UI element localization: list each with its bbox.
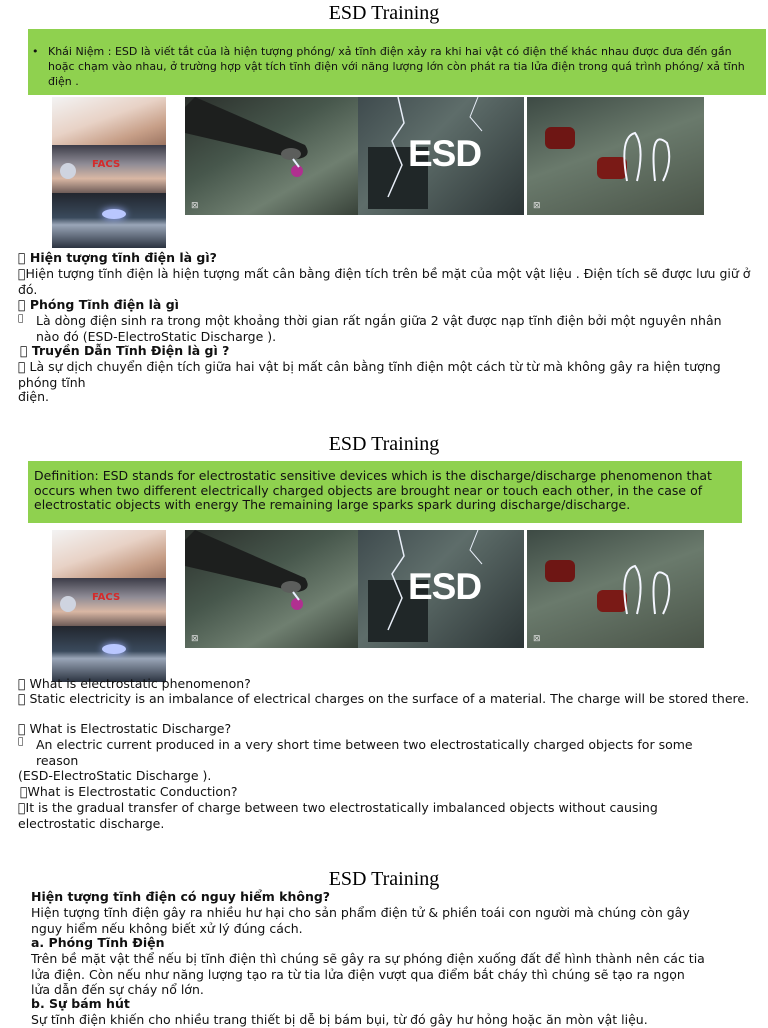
s2-answer-1: 􀂃 Static electricity is an imbalance of electrical charges on the surface of a material. The charge will be stored there.: [18, 691, 750, 706]
s2-bullet-symbol: 􀂃: [18, 737, 24, 747]
esd-logo-text: ESD: [408, 133, 482, 174]
s3-subheading-a: a. Phóng Tĩnh Điện: [31, 935, 165, 950]
door-knob-shape: [60, 163, 76, 179]
broken-image-icon-2: ⊠: [533, 201, 541, 211]
s1-question-1: 􀂃 Hiện tượng tĩnh điện là gì?: [18, 250, 217, 265]
s2-question-3: 􀂃What is Electrostatic Conduction?: [20, 784, 238, 799]
spark-finger-photo: [52, 193, 166, 248]
broken-image-icon: ⊠: [191, 201, 199, 211]
s3-paragraph-b: Sự tĩnh điện khiến cho nhiều trang thiết bị dễ bị bám bụi, từ đó gây hư hỏng hoặc ăn mòn vật liệu.: [31, 1012, 648, 1027]
s1-answer-1: 􀂃Hiện tượng tĩnh điện là hiện tượng mất cân bằng điện tích trên bề mặt của một vật liệu . Điện tích sẽ được lưu giữ ở đó.: [18, 266, 751, 297]
s2-answer-2: An electric current produced in a very short time between two electrostatically charged objects for some reason: [36, 737, 693, 768]
sparks-photo: [527, 97, 704, 215]
definition-bullet: •: [32, 45, 39, 58]
s3-subheading-b: b. Sự bám hút: [31, 996, 130, 1011]
pen-illustration: [185, 97, 358, 215]
spark-finger-photo-2: [52, 626, 166, 682]
section-1-definition-text: Khái Niệm : ESD là viết tắt của là hiện tượng phóng/ xả tĩnh điện xảy ra khi hai vật có điện thế khác nhau được đưa đến gần hoặc chạm vào nhau, ở trường hợp vật tích tĩnh điện với năng lượng lớn còn phát ra tia lửa điện trong quá trình phóng/ xả tĩnh điện .: [48, 45, 745, 88]
sparks-photo-2: [527, 530, 704, 648]
finger-knob-photo: [52, 145, 166, 193]
pen-illustration-2: [185, 530, 358, 648]
s1-bullet-symbol: 􀂃: [18, 314, 24, 324]
section-3-title: ESD Training: [328, 868, 440, 890]
section-2-title: ESD Training: [328, 433, 440, 455]
facs-logo-text: FACS: [92, 159, 121, 170]
s1-question-3: 􀂃 Truyền Dẫn Tĩnh Điện là gì ?: [20, 343, 230, 358]
hands-photo-2: [52, 530, 166, 578]
finger-knob-photo-2: [52, 578, 166, 626]
pen-discharge-photo: [185, 97, 358, 215]
spark-illustration: [527, 97, 704, 215]
s1-answer-3-end: điện.: [18, 389, 49, 404]
s2-answer-2-end: (ESD-ElectroStatic Discharge ).: [18, 768, 212, 783]
door-knob-shape-2: [60, 596, 76, 612]
spark-glow: [102, 209, 126, 219]
s2-answer-3: 􀂃It is the gradual transfer of charge between two electrostatically imbalanced objects without causing electrostatic discharge.: [18, 800, 658, 831]
broken-image-icon-4: ⊠: [533, 634, 541, 644]
broken-image-icon-3: ⊠: [191, 634, 199, 644]
pen-discharge-photo-2: [185, 530, 358, 648]
hands-photo: [52, 97, 166, 145]
section-1-title: ESD Training: [328, 2, 440, 24]
s1-question-2: 􀂃 Phóng Tĩnh điện là gì: [18, 297, 179, 312]
esd-chip-photo-2: [358, 530, 524, 648]
section-2-definition-box: [28, 461, 742, 523]
s2-question-1: 􀂃 What is electrostatic phenomenon?: [18, 676, 251, 691]
s3-paragraph-a: Trên bề mặt vật thể nếu bị tĩnh điện thì chúng sẽ gây ra sự phóng điện xuống đất để hình thành nên các tia lửa điện. Còn nếu như năng lượng tạo ra từ tia lửa điện vượt qua điểm bắt cháy thì chúng sẽ tạo ra ngọn lửa dẫn đến sự cháy nổ lớn.: [31, 951, 705, 997]
s3-paragraph-1: Hiện tượng tĩnh điện gây ra nhiều hư hại cho sản phẩm điện tử & phiền toái con người mà chúng còn gây nguy hiểm nếu không biết xử lý đúng cách.: [31, 905, 690, 936]
s1-answer-2: Là dòng điện sinh ra trong một khoảng thời gian rất ngắn giữa 2 vật được nạp tĩnh điện bởi một nguyên nhân nào đó (ESD-ElectroStatic Discharge ).: [36, 313, 722, 344]
spark-illustration-2: [527, 530, 704, 648]
s3-heading: Hiện tượng tĩnh điện có nguy hiểm không?: [31, 889, 331, 904]
section-1-definition-box: [28, 29, 766, 95]
esd-logo-text-2: ESD: [408, 566, 482, 607]
s1-answer-3: 􀂃 Là sự dịch chuyển điện tích giữa hai vật bị mất cân bằng tĩnh điện một cách từ từ mà không gây ra hiện tượng phóng tĩnh: [18, 359, 721, 390]
section-2-definition-text: Definition: ESD stands for electrostatic sensitive devices which is the discharge/discharge phenomenon that occurs when two different electrically charged objects are brought near or touch each other, in the case of electrostatic objects with energy The remaining large sparks spark during discharge/discharge.: [34, 468, 712, 512]
esd-chip-photo: [358, 97, 524, 215]
facs-logo-text-2: FACS: [92, 592, 121, 603]
s2-question-2: 􀂃 What is Electrostatic Discharge?: [18, 721, 232, 736]
spark-glow-2: [102, 644, 126, 654]
